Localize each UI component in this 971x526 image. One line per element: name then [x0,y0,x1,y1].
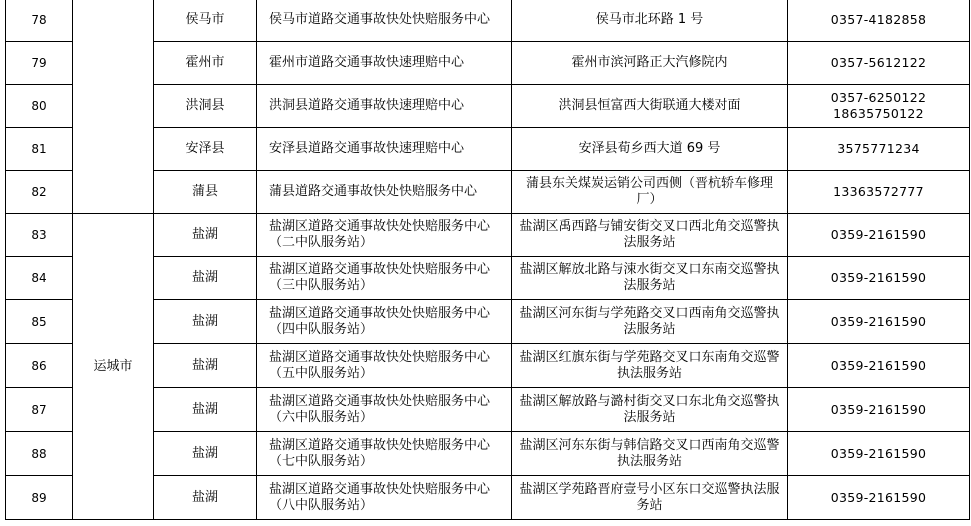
county-cell: 侯马市 [154,0,257,42]
county-cell: 安泽县 [154,128,257,171]
center-name-cell: 盐湖区道路交通事故快处快赔服务中心（四中队服务站） [257,300,512,344]
county-cell: 盐湖 [154,300,257,344]
phone-cell: 0359-2161590 [788,214,970,257]
county-cell: 蒲县 [154,171,257,214]
row-number: 89 [6,476,73,520]
address-cell: 霍州市滨河路正大汽修院内 [512,42,788,85]
county-cell: 霍州市 [154,42,257,85]
row-number: 85 [6,300,73,344]
phone-cell: 0357-5612122 [788,42,970,85]
address-cell: 盐湖区学苑路晋府壹号小区东口交巡警执法服务站 [512,476,788,520]
center-name-cell: 洪洞县道路交通事故快速理赔中心 [257,85,512,128]
phone-cell: 0359-2161590 [788,432,970,476]
county-cell: 盐湖 [154,344,257,388]
center-name-cell: 霍州市道路交通事故快速理赔中心 [257,42,512,85]
address-cell: 盐湖区禹西路与铺安街交叉口西北角交巡警执法服务站 [512,214,788,257]
row-number: 80 [6,85,73,128]
phone-cell: 0359-2161590 [788,344,970,388]
row-number: 88 [6,432,73,476]
phone-cell: 0359-2161590 [788,257,970,300]
county-cell: 盐湖 [154,214,257,257]
center-name-cell: 安泽县道路交通事故快速理赔中心 [257,128,512,171]
service-station-table [5,0,970,520]
address-cell: 洪洞县恒富西大街联通大楼对面 [512,85,788,128]
county-cell: 洪洞县 [154,85,257,128]
row-number: 82 [6,171,73,214]
address-cell: 盐湖区解放北路与涑水街交叉口东南交巡警执法服务站 [512,257,788,300]
phone-cell: 0357-6250122 18635750122 [788,85,970,128]
address-cell: 盐湖区河东街与学苑路交叉口西南角交巡警执法服务站 [512,300,788,344]
row-number: 86 [6,344,73,388]
row-number: 83 [6,214,73,257]
county-cell: 盐湖 [154,476,257,520]
center-name-cell: 盐湖区道路交通事故快处快赔服务中心（二中队服务站） [257,214,512,257]
county-cell: 盐湖 [154,257,257,300]
city-cell-yuncheng: 运城市 [73,214,154,520]
center-name-cell: 盐湖区道路交通事故快处快赔服务中心（七中队服务站） [257,432,512,476]
phone-cell: 0359-2161590 [788,476,970,520]
address-cell: 盐湖区红旗东街与学苑路交叉口东南角交巡警执法服务站 [512,344,788,388]
county-cell: 盐湖 [154,432,257,476]
center-name-cell: 蒲县道路交通事故快处快赔服务中心 [257,171,512,214]
phone-cell: 3575771234 [788,128,970,171]
table-row [6,214,970,257]
county-cell: 盐湖 [154,388,257,432]
center-name-cell: 盐湖区道路交通事故快处快赔服务中心（三中队服务站） [257,257,512,300]
address-cell: 蒲县东关煤炭运销公司西侧（晋杭轿车修理厂） [512,171,788,214]
table-row [6,0,970,42]
row-number: 84 [6,257,73,300]
row-number: 81 [6,128,73,171]
phone-cell: 0357-4182858 [788,0,970,42]
phone-cell: 0359-2161590 [788,388,970,432]
phone-cell: 0359-2161590 [788,300,970,344]
row-number: 79 [6,42,73,85]
center-name-cell: 盐湖区道路交通事故快处快赔服务中心（六中队服务站） [257,388,512,432]
phone-cell: 13363572777 [788,171,970,214]
center-name-cell: 盐湖区道路交通事故快处快赔服务中心（五中队服务站） [257,344,512,388]
address-cell: 安泽县荀乡西大道 69 号 [512,128,788,171]
center-name-cell: 侯马市道路交通事故快处快赔服务中心 [257,0,512,42]
center-name-cell: 盐湖区道路交通事故快处快赔服务中心（八中队服务站） [257,476,512,520]
address-cell: 侯马市北环路 1 号 [512,0,788,42]
city-cell [73,0,154,214]
row-number: 78 [6,0,73,42]
row-number: 87 [6,388,73,432]
address-cell: 盐湖区解放路与潞村街交叉口东北角交巡警执法服务站 [512,388,788,432]
address-cell: 盐湖区河东东街与韩信路交叉口西南角交巡警执法服务站 [512,432,788,476]
